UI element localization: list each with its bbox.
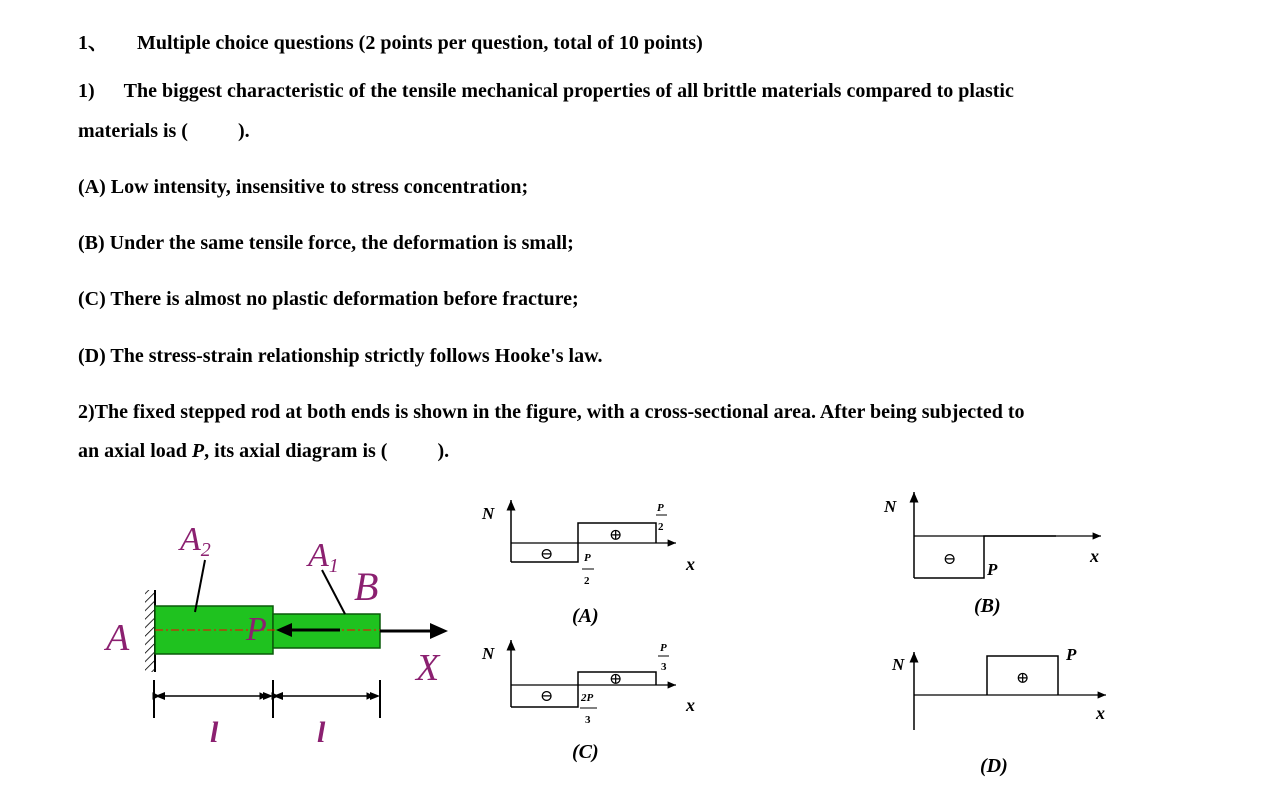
diagram-d-caption: (D) [980,755,1008,777]
dim-arrow-4 [370,692,380,700]
leader-a2 [195,560,205,612]
diagram-b-label-n: N [884,497,897,516]
q1-option-c[interactable]: (C) There is almost no plastic deformation before fracture; [78,288,579,310]
label-a: A [106,617,130,659]
diagram-a-plus: ⊕ [609,527,623,544]
length-left: l [210,716,219,749]
q2-line2-suffix: , its axial diagram is ( ). [204,440,450,462]
diagram-b-caption: (B) [974,595,1001,617]
end-arrowhead [430,623,448,639]
diagram-a-bot-den: 2 [584,575,590,587]
diagram-c [481,640,695,763]
dim-arrow-1 [155,692,165,700]
diagram-c-caption: (C) [572,741,599,763]
diagram-a-minus: ⊖ [540,546,554,563]
diagram-b [883,492,1101,617]
diagram-d-label-n: N [892,655,905,674]
diagram-a-top-num: P [657,502,664,514]
diagram-a [481,500,695,627]
diagram-d-plus: ⊕ [1016,670,1030,687]
diagram-c-minus: ⊖ [540,688,554,705]
q1-number: 1) [78,80,95,102]
diagram-c-label-x: x [686,695,695,715]
label-p: P [246,611,267,648]
diagram-d [891,645,1106,777]
diagram-a-caption: (A) [572,605,599,627]
diagram-c-plus: ⊕ [609,671,623,688]
diagram-c-label-n: N [482,644,495,663]
label-x: X [416,647,440,689]
q1-line2: materials is ( ). [78,120,250,142]
section-number: 1、 [78,32,108,54]
label-a1: A1 [308,537,339,577]
diagram-a-bot-num: P [584,552,591,564]
q1-option-d[interactable]: (D) The stress-strain relationship strictly follows Hooke's law. [78,345,603,367]
stepped-rod-figure [103,521,448,749]
q1-option-a[interactable]: (A) Low intensity, insensitive to stress concentration; [78,176,529,198]
diagram-b-value: P [987,560,998,579]
dim-arrow-2 [263,692,273,700]
label-b: B [354,564,379,609]
q1-text-line1: The biggest characteristic of the tensile mechanical properties of all brittle materials compared to plastic [123,80,1014,102]
wall-hatch [145,590,155,672]
diagram-b-minus: ⊖ [943,551,957,568]
dim-arrow-3 [273,692,283,700]
diagram-b-label-x: x [1090,546,1099,566]
diagram-a-label-x: x [686,554,695,574]
diagram-c-bot-num: 2P [581,692,594,704]
q2-line1: 2)The fixed stepped rod at both ends is shown in the figure, with a cross-sectional area. After being subjected to [78,401,1025,423]
label-a2: A2 [180,521,211,561]
section-title: Multiple choice questions (2 points per question, total of 10 points) [137,32,703,54]
diagram-a-label-n: N [482,504,495,523]
diagram-b-neg-region [914,536,1056,578]
q2-line2-var: P [191,440,205,462]
diagram-a-top-den: 2 [658,521,664,533]
q2-line2-prefix: an axial load [78,440,192,462]
q1-option-b[interactable]: (B) Under the same tensile force, the deformation is small; [78,232,574,254]
diagram-c-bot-den: 3 [585,714,591,726]
length-right: l [317,716,326,749]
diagram-d-value: P [1066,645,1077,664]
diagram-d-label-x: x [1096,703,1105,723]
diagram-c-top-num: P [660,642,667,654]
diagram-c-top-den: 3 [661,661,667,673]
